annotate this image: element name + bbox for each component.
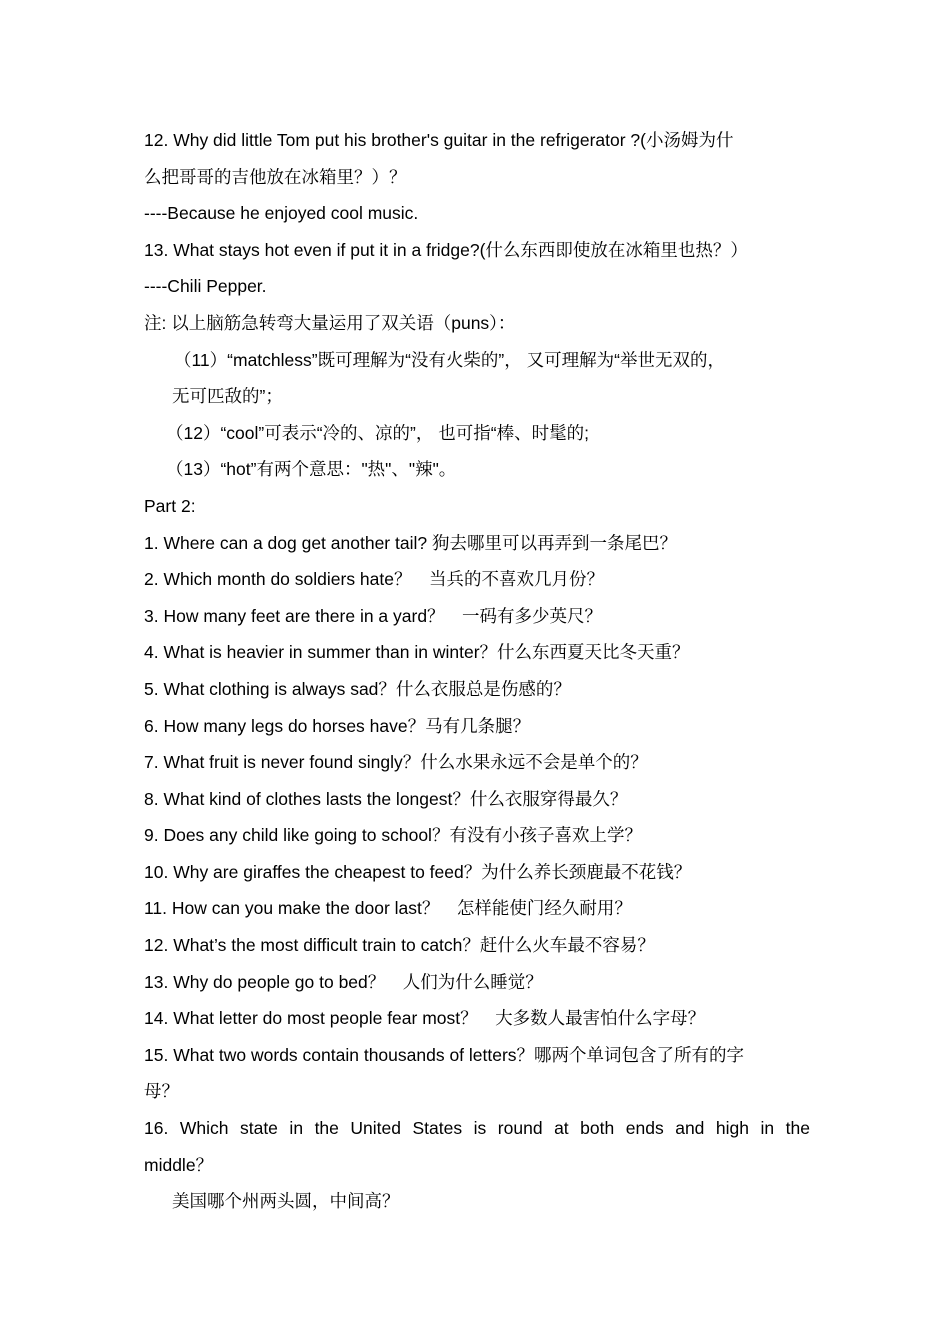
note-item: （11）“matchless”既可理解为“没有火柴的”， 又可理解为“举世无双的， (174, 349, 725, 370)
question-line: 9. Does any child like going to school？有没有小孩子喜欢上学？ (144, 825, 642, 846)
question-translation: 美国哪个州两头圆，中间高？ (172, 1191, 400, 1212)
text-line: 12. Why did little Tom put his brother's guitar in the refrigerator ?(小汤姆为什 (144, 130, 734, 150)
question-line: 12. What’s the most difficult train to catch？赶什么火车最不容易？ (144, 935, 655, 956)
text-line: 13. What stays hot even if put it in a fridge?(什么东西即使放在冰箱里也热？） (144, 239, 748, 260)
note-item: （12）“cool”可表示“冷的、凉的”， 也可指“棒、时髦的; (166, 422, 589, 443)
question-line: 16. Which state in the United States is round at both ends and high in the (144, 1118, 810, 1139)
question-line: 14. What letter do most people fear most？ 大多数人最害怕什么字母？ (144, 1008, 706, 1029)
text-line: ----Chili Pepper. (144, 276, 267, 297)
question-line: 4. What is heavier in summer than in winter？什么东西夏天比冬天重？ (144, 642, 690, 663)
question-line: 3. How many feet are there in a yard？ 一码有多少英尺？ (144, 605, 603, 626)
question-line: 6. How many legs do horses have？马有几条腿？ (144, 715, 531, 736)
question-line: 15. What two words contain thousands of letters？哪两个单词包含了所有的字 (144, 1044, 745, 1065)
question-line-continuation: 母？ (144, 1081, 179, 1102)
question-line: 10. Why are giraffes the cheapest to feed？为什么养长颈鹿最不花钱？ (144, 861, 692, 882)
question-line: 8. What kind of clothes lasts the longest？什么衣服穿得最久？ (144, 788, 628, 809)
question-line: 7. What fruit is never found singly？什么水果永远不会是单个的？ (144, 752, 648, 773)
question-line: 1. Where can a dog get another tail? 狗去哪里可以再弄到一条尾巴？ (144, 532, 677, 553)
note-item-continuation: 无可匹敌的”； (172, 386, 283, 407)
question-line: 2. Which month do soldiers hate？ 当兵的不喜欢几月份？ (144, 569, 604, 590)
text-line: ----Because he enjoyed cool music. (144, 203, 419, 224)
text-line: 么把哥哥的吉他放在冰箱里？）？ (144, 166, 407, 187)
question-line-continuation: middle？ (144, 1154, 214, 1175)
note-heading: 注: 以上脑筋急转弯大量运用了双关语（puns）： (144, 312, 516, 333)
section-heading: Part 2: (144, 495, 196, 516)
question-line: 5. What clothing is always sad？什么衣服总是伤感的？ (144, 678, 571, 699)
question-line: 11. How can you make the door last？ 怎样能使门经久耐用？ (144, 898, 632, 919)
note-item: （13）“hot”有两个意思："热"、"辣"。 (166, 459, 457, 480)
question-line: 13. Why do people go to bed？ 人们为什么睡觉？ (144, 971, 543, 992)
